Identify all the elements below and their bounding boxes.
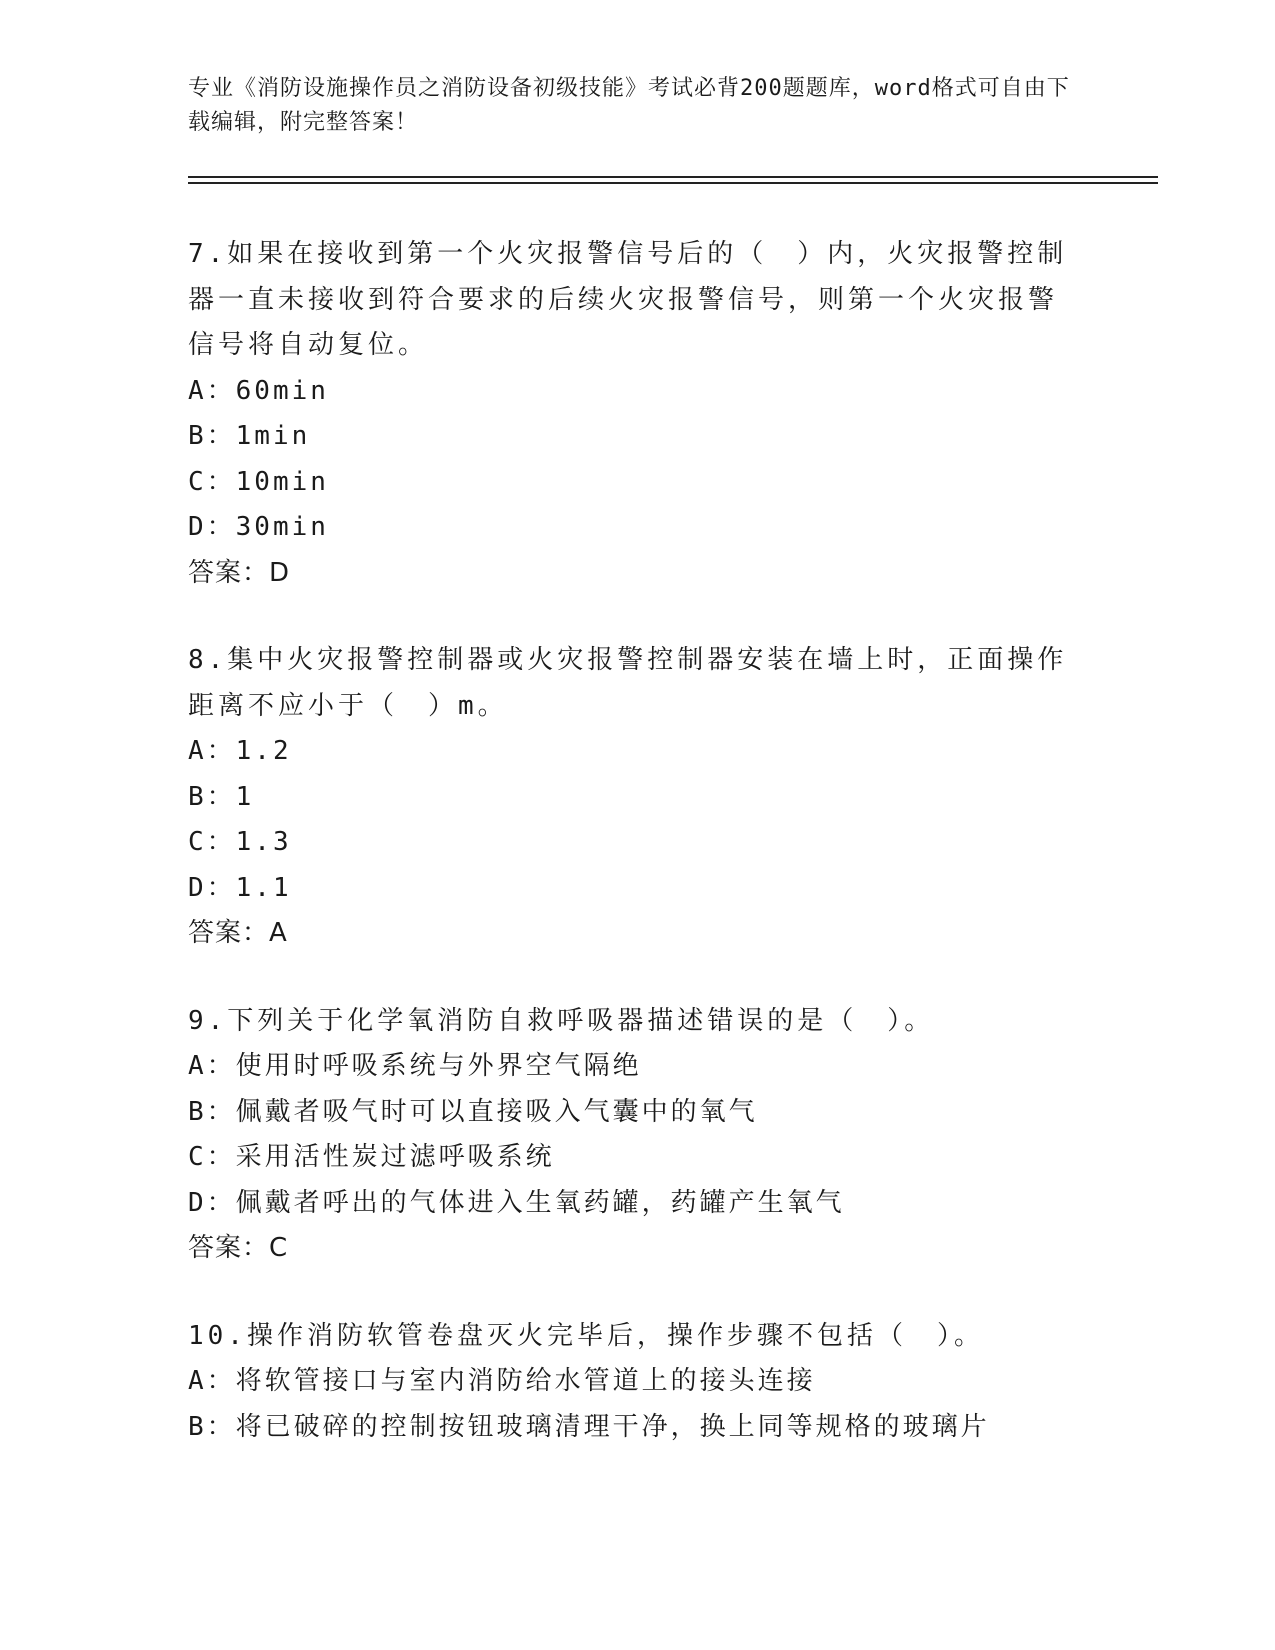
option-b: B：1 [188,781,255,812]
question-10 [188,1314,1068,1451]
option-c: C：1.3 [188,827,292,857]
option-d: D：佩戴者呼出的气体进入生氧药罐，药罐产生氧气 [188,1187,845,1218]
option-b: B：将已破碎的控制按钮玻璃清理干净，换上同等规格的玻璃片 [188,1411,990,1442]
option-d: D：1.1 [188,872,292,903]
option-a: A：将软管接口与室内消防给水管道上的接头连接 [188,1366,816,1396]
answer-line: 答案：D [188,557,291,588]
header-divider-bottom [188,182,1158,184]
option-a: A：60min [188,375,329,406]
question-8 [188,638,1068,957]
question-stem: 8.集中火灾报警控制器或火灾报警控制器安装在墙上时，正面操作距离不应小于（ ）m。 [188,645,1068,721]
document-header: 专业《消防设施操作员之消防设备初级技能》考试必背200题题库，word格式可自由下载编辑，附完整答案！ [188,76,1070,135]
question-7 [188,232,1068,596]
option-a: A：使用时呼吸系统与外界空气隔绝 [188,1051,642,1081]
option-b: B：佩戴者吸气时可以直接吸入气囊中的氧气 [188,1096,758,1127]
option-a: A：1.2 [188,736,292,766]
answer-line: 答案：A [188,918,288,948]
question-stem: 9.下列关于化学氧消防自救呼吸器描述错误的是（ ）。 [188,1005,935,1036]
option-c: C：采用活性炭过滤呼吸系统 [188,1142,555,1172]
question-stem: 7.如果在接收到第一个火灾报警信号后的（ ）内，火灾报警控制器一直未接收到符合要求的后续火灾报警信号，则第一个火灾报警信号将自动复位。 [188,239,1068,360]
question-list [188,232,1068,1492]
option-d: D：30min [188,512,329,542]
question-9 [188,999,1068,1272]
option-b: B：1min [188,421,311,451]
option-c: C：10min [188,466,329,497]
header-divider-top [188,176,1158,178]
question-stem: 10.操作消防软管卷盘灭火完毕后，操作步骤不包括（ ）。 [188,1320,984,1351]
answer-line: 答案：C [188,1233,289,1263]
